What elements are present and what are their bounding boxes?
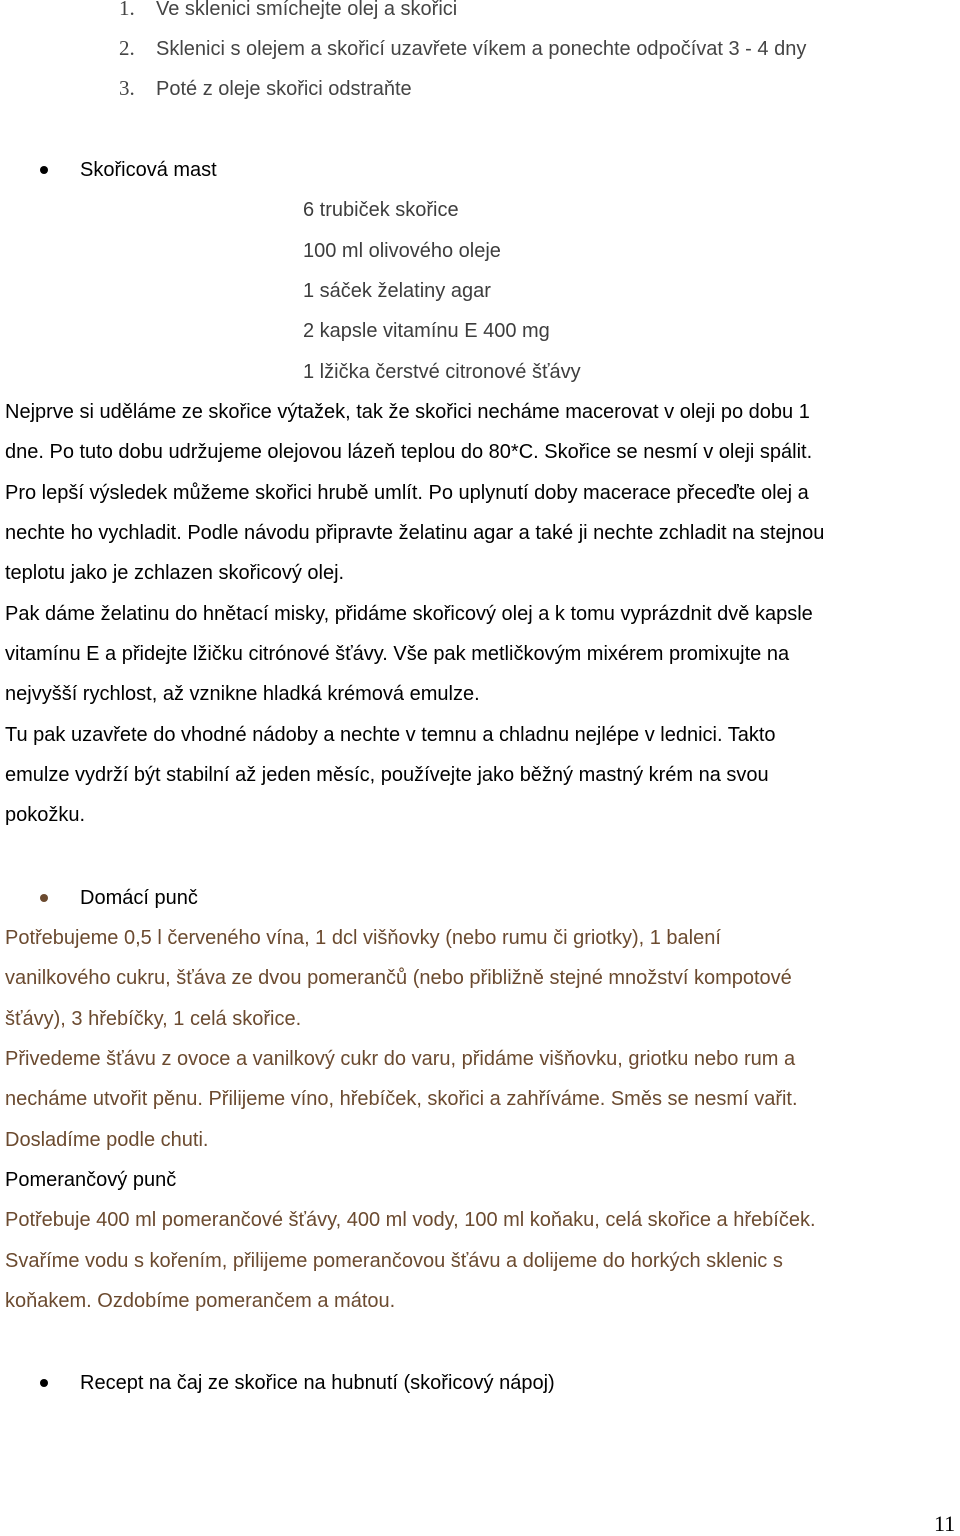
ingredient-item: 1 lžička čerstvé citronové šťávy [303,361,581,383]
paragraph-line: nechte ho vychladit. Podle návodu připravte želatinu agar a také ji nechte zchladit na stejnou [5,522,825,544]
paragraph-line: Svaříme vodu s kořením, přilijeme pomerančovou šťávu a dolijeme do horkých sklenic s [5,1250,783,1272]
paragraph-line: teplotu jako je zchlazen skořicový olej. [5,562,345,584]
step-number: 3. [119,76,135,100]
paragraph-line: Nejprve si uděláme ze skořice výtažek, tak že skořici necháme macerovat v oleji po dobu 1 [5,401,810,423]
paragraph-line: nejvyšší rychlost, až vznikne hladká krémová emulze. [5,683,480,705]
paragraph-line: Potřebujeme 0,5 l červeného vína, 1 dcl višňovky (nebo rumu či griotky), 1 balení [5,927,721,949]
section-heading: Skořicová mast [80,159,217,181]
ingredient-item: 100 ml olivového oleje [303,240,501,262]
paragraph-line: dne. Po tuto dobu udržujeme olejovou lázeň teplou do 80*C. Skořice se nesmí v oleji spálit. [5,441,813,463]
ingredient-item: 2 kapsle vitamínu E 400 mg [303,320,550,342]
bullet-icon [40,166,48,174]
paragraph-line: Pro lepší výsledek můžeme skořici hrubě umlít. Po uplynutí doby macerace přeceďte olej a [5,482,809,504]
paragraph-line: vitamínu E a přidejte lžičku citrónové šťávy. Vše pak metličkovým mixérem promixujte na [5,643,790,665]
paragraph-line: koňakem. Ozdobíme pomerančem a mátou. [5,1290,396,1312]
step-text: Ve sklenici smíchejte olej a skořici [156,0,458,20]
bullet-icon [40,894,48,902]
paragraph-line: Potřebuje 400 ml pomerančové šťávy, 400 ml vody, 100 ml koňaku, celá skořice a hřebíček. [5,1209,816,1231]
ingredient-item: 6 trubiček skořice [303,199,459,221]
page-number: 11 [934,1511,956,1536]
ingredient-item: 1 sáček želatiny agar [303,280,491,302]
step-number: 1. [119,0,135,20]
subsection-heading: Pomerančový punč [5,1169,177,1191]
paragraph-line: Přivedeme šťávu z ovoce a vanilkový cukr do varu, přidáme višňovku, griotku nebo rum a [5,1048,796,1070]
step-number: 2. [119,36,135,60]
paragraph-line: pokožku. [5,804,86,826]
bullet-icon [40,1379,48,1387]
paragraph-line: šťávy), 3 hřebíčky, 1 celá skořice. [5,1008,302,1030]
paragraph-line: Tu pak uzavřete do vhodné nádoby a nechte v temnu a chladnu nejlépe v lednici. Takto [5,724,776,746]
paragraph-line: emulze vydrží být stabilní až jeden měsíc, používejte jako běžný mastný krém na svou [5,764,769,786]
paragraph-line: Dosladíme podle chuti. [5,1129,209,1151]
step-text: Sklenici s olejem a skořicí uzavřete víkem a ponechte odpočívat 3 - 4 dny [156,38,807,60]
paragraph-line: necháme utvořit pěnu. Přilijeme víno, hřebíček, skořici a zahříváme. Směs se nesmí vařit. [5,1088,798,1110]
paragraph-line: vanilkového cukru, šťáva ze dvou pomerančů (nebo přibližně stejné množství kompotové [5,967,792,989]
section-heading: Recept na čaj ze skořice na hubnutí (skořicový nápoj) [80,1372,555,1394]
paragraph-line: Pak dáme želatinu do hnětací misky, přidáme skořicový olej a k tomu vyprázdnit dvě kapsle [5,603,813,625]
step-text: Poté z oleje skořici odstraňte [156,78,412,100]
section-heading: Domácí punč [80,887,198,909]
